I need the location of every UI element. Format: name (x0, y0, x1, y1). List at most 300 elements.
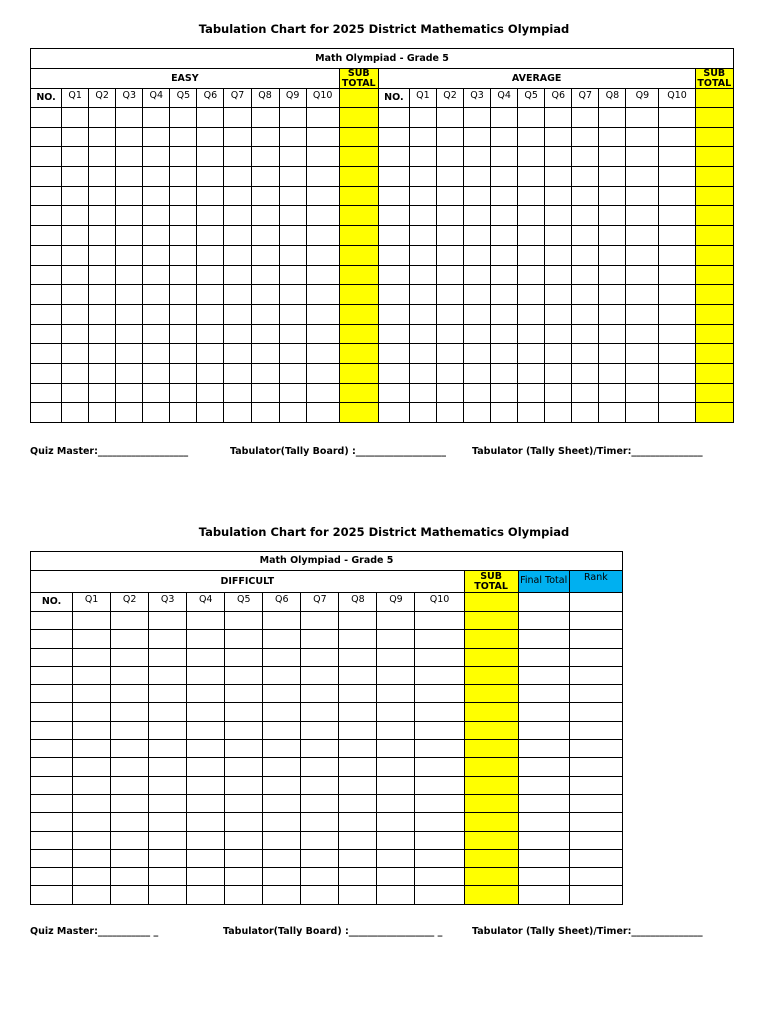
average-score-cell[interactable] (409, 127, 436, 147)
average-score-cell[interactable] (518, 226, 545, 246)
difficult-score-cell[interactable] (111, 831, 149, 849)
difficult-score-cell[interactable] (377, 831, 415, 849)
average-score-cell[interactable] (518, 206, 545, 226)
final-total-cell[interactable] (518, 721, 569, 739)
difficult-score-cell[interactable] (377, 648, 415, 666)
difficult-score-cell[interactable] (301, 758, 339, 776)
easy-score-cell[interactable] (89, 127, 116, 147)
average-score-cell[interactable] (572, 383, 599, 403)
difficult-score-cell[interactable] (263, 868, 301, 886)
easy-score-cell[interactable] (170, 206, 197, 226)
easy-score-cell[interactable] (143, 285, 170, 305)
average-score-cell[interactable] (491, 245, 518, 265)
difficult-score-cell[interactable] (111, 758, 149, 776)
easy-subtotal-cell[interactable] (339, 186, 378, 206)
average-score-cell[interactable] (626, 383, 659, 403)
average-score-cell[interactable] (626, 245, 659, 265)
difficult-score-cell[interactable] (415, 794, 464, 812)
difficult-score-cell[interactable] (339, 886, 377, 904)
easy-score-cell[interactable] (224, 324, 251, 344)
easy-score-cell[interactable] (197, 108, 224, 128)
average-score-cell[interactable] (491, 147, 518, 167)
easy-score-cell[interactable] (62, 147, 89, 167)
average-score-cell[interactable] (572, 285, 599, 305)
average-score-cell[interactable] (626, 147, 659, 167)
average-score-cell[interactable] (436, 186, 463, 206)
difficult-no-cell[interactable] (31, 685, 73, 703)
difficult-score-cell[interactable] (73, 648, 111, 666)
difficult-subtotal-cell[interactable] (464, 758, 518, 776)
difficult-no-cell[interactable] (31, 849, 73, 867)
easy-score-cell[interactable] (62, 304, 89, 324)
average-score-cell[interactable] (409, 383, 436, 403)
average-score-cell[interactable] (599, 304, 626, 324)
average-score-cell[interactable] (518, 363, 545, 383)
difficult-score-cell[interactable] (149, 794, 187, 812)
easy-score-cell[interactable] (224, 265, 251, 285)
difficult-no-cell[interactable] (31, 831, 73, 849)
final-total-cell[interactable] (518, 831, 569, 849)
difficult-subtotal-cell[interactable] (464, 794, 518, 812)
difficult-score-cell[interactable] (263, 776, 301, 794)
average-score-cell[interactable] (572, 186, 599, 206)
easy-score-cell[interactable] (89, 285, 116, 305)
average-no-cell[interactable] (378, 265, 409, 285)
easy-score-cell[interactable] (116, 127, 143, 147)
easy-score-cell[interactable] (224, 245, 251, 265)
easy-subtotal-cell[interactable] (339, 265, 378, 285)
difficult-score-cell[interactable] (225, 740, 263, 758)
easy-no-cell[interactable] (31, 403, 62, 423)
rank-cell[interactable] (569, 868, 622, 886)
easy-score-cell[interactable] (170, 304, 197, 324)
difficult-score-cell[interactable] (111, 703, 149, 721)
easy-subtotal-cell[interactable] (339, 403, 378, 423)
easy-score-cell[interactable] (306, 206, 339, 226)
difficult-score-cell[interactable] (73, 740, 111, 758)
average-score-cell[interactable] (464, 324, 491, 344)
average-score-cell[interactable] (599, 324, 626, 344)
difficult-score-cell[interactable] (149, 685, 187, 703)
difficult-score-cell[interactable] (301, 630, 339, 648)
difficult-score-cell[interactable] (111, 685, 149, 703)
average-score-cell[interactable] (626, 226, 659, 246)
difficult-subtotal-cell[interactable] (464, 612, 518, 630)
difficult-score-cell[interactable] (149, 849, 187, 867)
final-total-cell[interactable] (518, 740, 569, 758)
difficult-score-cell[interactable] (415, 648, 464, 666)
difficult-score-cell[interactable] (111, 648, 149, 666)
average-subtotal-cell[interactable] (695, 265, 733, 285)
average-score-cell[interactable] (518, 186, 545, 206)
average-score-cell[interactable] (491, 383, 518, 403)
easy-no-cell[interactable] (31, 344, 62, 364)
rank-cell[interactable] (569, 685, 622, 703)
difficult-score-cell[interactable] (187, 612, 225, 630)
easy-score-cell[interactable] (143, 186, 170, 206)
easy-score-cell[interactable] (62, 344, 89, 364)
difficult-score-cell[interactable] (339, 758, 377, 776)
average-score-cell[interactable] (626, 304, 659, 324)
easy-score-cell[interactable] (306, 344, 339, 364)
easy-score-cell[interactable] (306, 403, 339, 423)
average-score-cell[interactable] (409, 344, 436, 364)
final-total-cell[interactable] (518, 758, 569, 776)
easy-no-cell[interactable] (31, 383, 62, 403)
average-score-cell[interactable] (599, 147, 626, 167)
difficult-score-cell[interactable] (111, 886, 149, 904)
difficult-score-cell[interactable] (73, 685, 111, 703)
easy-no-cell[interactable] (31, 108, 62, 128)
final-total-cell[interactable] (518, 886, 569, 904)
difficult-no-cell[interactable] (31, 630, 73, 648)
average-score-cell[interactable] (572, 206, 599, 226)
average-score-cell[interactable] (599, 186, 626, 206)
easy-score-cell[interactable] (224, 403, 251, 423)
average-score-cell[interactable] (518, 285, 545, 305)
easy-score-cell[interactable] (279, 324, 306, 344)
difficult-subtotal-cell[interactable] (464, 886, 518, 904)
easy-score-cell[interactable] (306, 127, 339, 147)
average-score-cell[interactable] (545, 383, 572, 403)
difficult-score-cell[interactable] (187, 685, 225, 703)
easy-score-cell[interactable] (62, 324, 89, 344)
average-subtotal-cell[interactable] (695, 304, 733, 324)
average-score-cell[interactable] (659, 127, 695, 147)
easy-score-cell[interactable] (62, 363, 89, 383)
difficult-score-cell[interactable] (149, 612, 187, 630)
difficult-score-cell[interactable] (301, 721, 339, 739)
easy-score-cell[interactable] (279, 285, 306, 305)
average-score-cell[interactable] (626, 324, 659, 344)
easy-score-cell[interactable] (279, 245, 306, 265)
average-score-cell[interactable] (545, 403, 572, 423)
rank-cell[interactable] (569, 831, 622, 849)
average-score-cell[interactable] (409, 245, 436, 265)
average-score-cell[interactable] (659, 285, 695, 305)
average-score-cell[interactable] (545, 186, 572, 206)
average-score-cell[interactable] (659, 304, 695, 324)
difficult-score-cell[interactable] (301, 794, 339, 812)
average-score-cell[interactable] (436, 127, 463, 147)
difficult-score-cell[interactable] (73, 666, 111, 684)
average-no-cell[interactable] (378, 344, 409, 364)
final-total-cell[interactable] (518, 794, 569, 812)
average-no-cell[interactable] (378, 363, 409, 383)
difficult-score-cell[interactable] (339, 831, 377, 849)
difficult-score-cell[interactable] (149, 758, 187, 776)
easy-no-cell[interactable] (31, 304, 62, 324)
difficult-score-cell[interactable] (301, 849, 339, 867)
average-score-cell[interactable] (545, 108, 572, 128)
difficult-score-cell[interactable] (263, 612, 301, 630)
difficult-score-cell[interactable] (187, 630, 225, 648)
average-subtotal-cell[interactable] (695, 363, 733, 383)
easy-no-cell[interactable] (31, 186, 62, 206)
average-score-cell[interactable] (572, 245, 599, 265)
difficult-subtotal-cell[interactable] (464, 685, 518, 703)
easy-score-cell[interactable] (197, 265, 224, 285)
difficult-score-cell[interactable] (149, 868, 187, 886)
easy-score-cell[interactable] (251, 167, 279, 187)
easy-score-cell[interactable] (306, 108, 339, 128)
average-score-cell[interactable] (436, 167, 463, 187)
difficult-score-cell[interactable] (301, 703, 339, 721)
easy-no-cell[interactable] (31, 226, 62, 246)
difficult-subtotal-cell[interactable] (464, 666, 518, 684)
average-subtotal-cell[interactable] (695, 285, 733, 305)
difficult-no-cell[interactable] (31, 758, 73, 776)
easy-score-cell[interactable] (89, 167, 116, 187)
difficult-score-cell[interactable] (149, 703, 187, 721)
rank-cell[interactable] (569, 612, 622, 630)
average-score-cell[interactable] (626, 186, 659, 206)
easy-score-cell[interactable] (306, 147, 339, 167)
easy-score-cell[interactable] (251, 108, 279, 128)
easy-score-cell[interactable] (197, 304, 224, 324)
average-score-cell[interactable] (436, 206, 463, 226)
difficult-score-cell[interactable] (111, 740, 149, 758)
easy-score-cell[interactable] (251, 127, 279, 147)
final-total-cell[interactable] (518, 849, 569, 867)
difficult-score-cell[interactable] (225, 612, 263, 630)
difficult-no-cell[interactable] (31, 721, 73, 739)
difficult-score-cell[interactable] (225, 666, 263, 684)
average-score-cell[interactable] (572, 127, 599, 147)
easy-score-cell[interactable] (143, 127, 170, 147)
average-subtotal-cell[interactable] (695, 167, 733, 187)
easy-score-cell[interactable] (251, 304, 279, 324)
rank-cell[interactable] (569, 703, 622, 721)
easy-score-cell[interactable] (251, 403, 279, 423)
average-score-cell[interactable] (491, 304, 518, 324)
difficult-score-cell[interactable] (73, 721, 111, 739)
average-score-cell[interactable] (518, 245, 545, 265)
easy-score-cell[interactable] (170, 127, 197, 147)
average-score-cell[interactable] (409, 226, 436, 246)
average-score-cell[interactable] (464, 304, 491, 324)
easy-score-cell[interactable] (143, 403, 170, 423)
average-score-cell[interactable] (518, 304, 545, 324)
average-score-cell[interactable] (659, 245, 695, 265)
average-score-cell[interactable] (491, 265, 518, 285)
average-subtotal-cell[interactable] (695, 206, 733, 226)
difficult-score-cell[interactable] (187, 666, 225, 684)
easy-score-cell[interactable] (62, 265, 89, 285)
average-score-cell[interactable] (436, 403, 463, 423)
difficult-score-cell[interactable] (415, 612, 464, 630)
average-score-cell[interactable] (436, 383, 463, 403)
easy-score-cell[interactable] (306, 245, 339, 265)
difficult-score-cell[interactable] (225, 849, 263, 867)
easy-score-cell[interactable] (143, 245, 170, 265)
average-score-cell[interactable] (518, 383, 545, 403)
average-score-cell[interactable] (464, 285, 491, 305)
average-score-cell[interactable] (572, 304, 599, 324)
rank-cell[interactable] (569, 794, 622, 812)
average-score-cell[interactable] (572, 167, 599, 187)
easy-score-cell[interactable] (224, 383, 251, 403)
easy-score-cell[interactable] (116, 344, 143, 364)
average-score-cell[interactable] (409, 167, 436, 187)
rank-cell[interactable] (569, 758, 622, 776)
easy-score-cell[interactable] (306, 186, 339, 206)
easy-score-cell[interactable] (62, 403, 89, 423)
final-total-cell[interactable] (518, 703, 569, 721)
average-score-cell[interactable] (545, 226, 572, 246)
easy-score-cell[interactable] (143, 363, 170, 383)
average-score-cell[interactable] (626, 167, 659, 187)
easy-score-cell[interactable] (224, 147, 251, 167)
difficult-score-cell[interactable] (149, 630, 187, 648)
easy-score-cell[interactable] (62, 226, 89, 246)
average-score-cell[interactable] (464, 363, 491, 383)
difficult-score-cell[interactable] (377, 740, 415, 758)
easy-score-cell[interactable] (306, 363, 339, 383)
difficult-score-cell[interactable] (73, 630, 111, 648)
difficult-subtotal-cell[interactable] (464, 703, 518, 721)
difficult-score-cell[interactable] (149, 831, 187, 849)
difficult-score-cell[interactable] (111, 666, 149, 684)
average-score-cell[interactable] (572, 108, 599, 128)
easy-score-cell[interactable] (306, 167, 339, 187)
difficult-score-cell[interactable] (225, 685, 263, 703)
average-score-cell[interactable] (659, 226, 695, 246)
difficult-score-cell[interactable] (73, 612, 111, 630)
difficult-score-cell[interactable] (111, 849, 149, 867)
difficult-score-cell[interactable] (263, 831, 301, 849)
average-score-cell[interactable] (599, 206, 626, 226)
easy-score-cell[interactable] (224, 344, 251, 364)
difficult-score-cell[interactable] (263, 666, 301, 684)
easy-score-cell[interactable] (89, 403, 116, 423)
difficult-score-cell[interactable] (339, 703, 377, 721)
easy-score-cell[interactable] (197, 363, 224, 383)
average-score-cell[interactable] (659, 344, 695, 364)
difficult-score-cell[interactable] (415, 849, 464, 867)
average-score-cell[interactable] (518, 147, 545, 167)
difficult-score-cell[interactable] (187, 813, 225, 831)
easy-score-cell[interactable] (116, 186, 143, 206)
average-score-cell[interactable] (491, 403, 518, 423)
easy-score-cell[interactable] (170, 383, 197, 403)
average-score-cell[interactable] (409, 206, 436, 226)
difficult-subtotal-cell[interactable] (464, 849, 518, 867)
easy-score-cell[interactable] (116, 265, 143, 285)
difficult-score-cell[interactable] (73, 703, 111, 721)
easy-score-cell[interactable] (143, 167, 170, 187)
difficult-score-cell[interactable] (225, 630, 263, 648)
difficult-score-cell[interactable] (225, 886, 263, 904)
average-subtotal-cell[interactable] (695, 127, 733, 147)
easy-score-cell[interactable] (306, 383, 339, 403)
average-score-cell[interactable] (545, 245, 572, 265)
difficult-score-cell[interactable] (187, 831, 225, 849)
average-score-cell[interactable] (572, 147, 599, 167)
easy-subtotal-cell[interactable] (339, 127, 378, 147)
rank-cell[interactable] (569, 666, 622, 684)
average-score-cell[interactable] (409, 108, 436, 128)
average-no-cell[interactable] (378, 206, 409, 226)
average-score-cell[interactable] (518, 127, 545, 147)
average-score-cell[interactable] (436, 108, 463, 128)
final-total-cell[interactable] (518, 685, 569, 703)
average-score-cell[interactable] (572, 265, 599, 285)
average-score-cell[interactable] (436, 245, 463, 265)
average-score-cell[interactable] (572, 226, 599, 246)
easy-subtotal-cell[interactable] (339, 304, 378, 324)
easy-score-cell[interactable] (224, 304, 251, 324)
difficult-no-cell[interactable] (31, 776, 73, 794)
difficult-score-cell[interactable] (339, 630, 377, 648)
difficult-score-cell[interactable] (187, 740, 225, 758)
average-no-cell[interactable] (378, 285, 409, 305)
average-score-cell[interactable] (659, 147, 695, 167)
average-score-cell[interactable] (599, 167, 626, 187)
easy-score-cell[interactable] (279, 167, 306, 187)
easy-no-cell[interactable] (31, 245, 62, 265)
difficult-score-cell[interactable] (187, 886, 225, 904)
difficult-score-cell[interactable] (415, 666, 464, 684)
easy-score-cell[interactable] (251, 265, 279, 285)
average-score-cell[interactable] (599, 383, 626, 403)
difficult-score-cell[interactable] (187, 849, 225, 867)
easy-score-cell[interactable] (279, 383, 306, 403)
average-score-cell[interactable] (626, 265, 659, 285)
average-score-cell[interactable] (409, 324, 436, 344)
rank-cell[interactable] (569, 813, 622, 831)
easy-score-cell[interactable] (197, 167, 224, 187)
difficult-subtotal-cell[interactable] (464, 831, 518, 849)
easy-score-cell[interactable] (89, 265, 116, 285)
difficult-score-cell[interactable] (415, 776, 464, 794)
difficult-score-cell[interactable] (301, 612, 339, 630)
difficult-subtotal-cell[interactable] (464, 648, 518, 666)
easy-no-cell[interactable] (31, 324, 62, 344)
difficult-score-cell[interactable] (377, 849, 415, 867)
easy-no-cell[interactable] (31, 285, 62, 305)
average-no-cell[interactable] (378, 147, 409, 167)
easy-subtotal-cell[interactable] (339, 206, 378, 226)
average-score-cell[interactable] (572, 324, 599, 344)
difficult-no-cell[interactable] (31, 648, 73, 666)
average-score-cell[interactable] (626, 127, 659, 147)
average-no-cell[interactable] (378, 324, 409, 344)
rank-cell[interactable] (569, 740, 622, 758)
rank-cell[interactable] (569, 849, 622, 867)
difficult-score-cell[interactable] (263, 703, 301, 721)
average-score-cell[interactable] (545, 285, 572, 305)
difficult-no-cell[interactable] (31, 666, 73, 684)
difficult-score-cell[interactable] (339, 721, 377, 739)
average-subtotal-cell[interactable] (695, 403, 733, 423)
easy-score-cell[interactable] (279, 226, 306, 246)
easy-score-cell[interactable] (251, 245, 279, 265)
easy-score-cell[interactable] (143, 265, 170, 285)
easy-score-cell[interactable] (62, 186, 89, 206)
easy-score-cell[interactable] (197, 344, 224, 364)
difficult-score-cell[interactable] (301, 685, 339, 703)
difficult-subtotal-cell[interactable] (464, 776, 518, 794)
easy-score-cell[interactable] (116, 167, 143, 187)
average-score-cell[interactable] (545, 363, 572, 383)
difficult-score-cell[interactable] (339, 740, 377, 758)
average-score-cell[interactable] (409, 265, 436, 285)
difficult-score-cell[interactable] (149, 776, 187, 794)
average-score-cell[interactable] (464, 108, 491, 128)
average-score-cell[interactable] (436, 285, 463, 305)
average-score-cell[interactable] (599, 363, 626, 383)
